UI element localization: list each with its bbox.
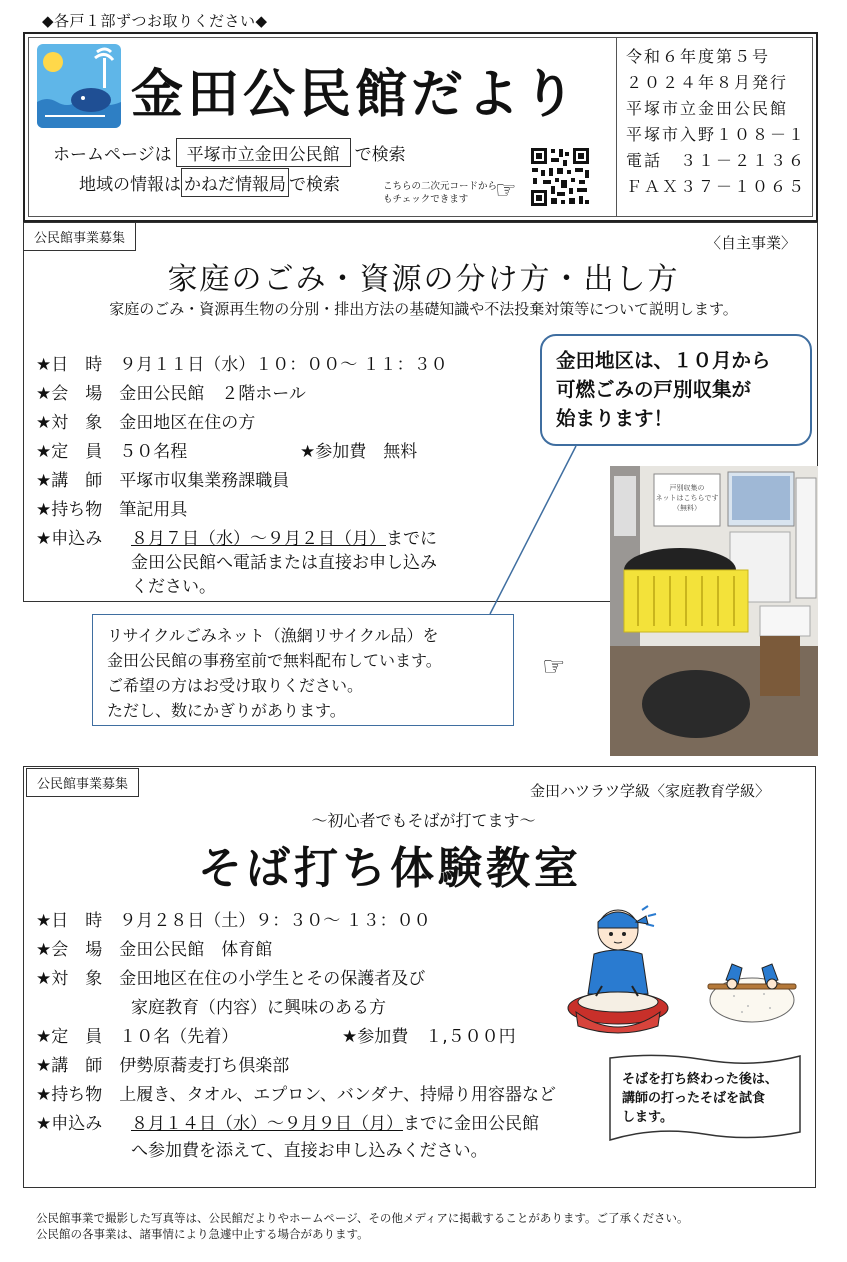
apply-dates: ８月１４日（水）～９月９日（月） <box>131 1114 403 1134</box>
issue-date: ２０２４年８月発行 <box>626 73 789 92</box>
note-line: そばを打ち終わった後は、 <box>622 1072 778 1087</box>
note-line: します。 <box>622 1110 673 1125</box>
pointing-hand-icon: ☞ <box>495 176 517 204</box>
event-apply-line1 <box>131 524 437 549</box>
callout-line: 金田地区は、１０月から <box>556 349 771 372</box>
event-title: 家庭のごみ・資源の分け方・出し方 <box>167 262 680 297</box>
event-target-line2: 家庭教育（内容）に興味のある方 <box>131 998 386 1018</box>
recycle-line: リサイクルごみネット（漁網リサイクル品）を <box>107 626 439 645</box>
event-date: ★日 時 ９月１１日（水）１０：００～ １１：３０ <box>36 355 448 375</box>
event-lecturer: ★講 師 伊勢原蕎麦打ち倶楽部 <box>36 1056 290 1076</box>
publisher-fax: ＦＡＸ３７－１０６５ <box>626 177 807 196</box>
event-apply-line3: ください。 <box>131 577 216 597</box>
section-tag: 公民館事業募集 <box>26 768 139 797</box>
event-tagline: ～初心者でもそばが打てます～ <box>311 811 536 830</box>
callout-line: 可燃ごみの戸別収集が <box>556 378 752 401</box>
issue-number: 令和６年度第５号 <box>626 47 771 66</box>
event-venue: ★会 場 金田公民館 体育館 <box>36 940 273 960</box>
event-target: ★対 象 金田地区在住の小学生とその保護者及び <box>36 969 426 989</box>
logo-icon <box>37 44 121 128</box>
callout-connector <box>480 440 590 620</box>
event-fee: ★参加費 １,５００円 <box>342 1027 516 1047</box>
apply-until: までに <box>386 529 437 549</box>
area-search-term[interactable]: かねだ情報局 <box>181 168 289 197</box>
event-apply-line2: 金田公民館へ電話または直接お申し込み <box>131 553 437 573</box>
soba-kneading-illustration <box>566 904 682 1036</box>
newsletter-title: 金田公民館だより <box>131 64 580 125</box>
event-capacity: ★定 員 ５０名程 <box>36 442 188 462</box>
publisher-phone: 電話 ３１－２１３６ <box>626 151 807 170</box>
area-suffix: で検索 <box>289 175 340 195</box>
event-fee: ★参加費 無料 <box>300 442 418 462</box>
hp-suffix: で検索 <box>354 145 406 165</box>
qr-note: こちらの二次元コードからもチェックできます <box>383 181 498 205</box>
event-lecturer: ★講 師 平塚市収集業務課職員 <box>36 471 290 491</box>
hp-search-term[interactable]: 平塚市立金田公民館 <box>176 138 351 167</box>
recycle-line: 金田公民館の事務室前で無料配布しています。 <box>107 651 442 670</box>
callout-line: 始まります！ <box>556 407 674 430</box>
area-info-search-row <box>79 168 340 197</box>
distribution-notice: ◆各戸１部ずつお取りください◆ <box>42 12 268 30</box>
event-venue: ★会 場 金田公民館 ２階ホール <box>36 384 306 404</box>
photo-sign-line: （無料） <box>673 504 701 512</box>
photo-sign-line: 戸別収集の <box>669 484 705 492</box>
recycle-line: ただし、数にかぎりがあります。 <box>107 701 346 720</box>
apply-dates: ８月７日（水）～９月２日（月） <box>131 529 386 549</box>
event-apply-label: ★申込み <box>36 1114 103 1134</box>
area-prefix: 地域の情報は <box>79 175 181 195</box>
event-target: ★対 象 金田地区在住の方 <box>36 413 256 433</box>
event-category: 金田ハツラツ学級〈家庭教育学級〉 <box>530 782 771 800</box>
event-items: ★持ち物 上履き、タオル、エプロン、バンダナ、持帰り用容器など <box>36 1085 556 1105</box>
newsletter-header <box>23 32 818 222</box>
note-line: 講師の打ったそばを試食 <box>622 1091 766 1106</box>
homepage-search-row <box>53 138 406 167</box>
hp-prefix: ホームページは <box>53 145 172 165</box>
event-apply-label: ★申込み <box>36 529 103 549</box>
footer-line: 公民館事業で撮影した写真等は、公民館だよりやホームページ、その他メディアに掲載することがあります。ご了承ください。 <box>36 1211 689 1225</box>
net-distribution-photo <box>610 466 818 756</box>
soba-rolling-illustration <box>704 954 800 1026</box>
event-title: そば打ち体験教室 <box>198 843 582 894</box>
photo-sign-line: ネットはこちらです <box>655 494 719 502</box>
event-subtitle: 家庭のごみ・資源再生物の分別・排出方法の基礎知識や不法投棄対策等について説明します。 <box>109 300 738 318</box>
qr-code[interactable] <box>529 146 591 208</box>
tasting-note <box>622 1070 778 1127</box>
publisher-address: 平塚市入野１０８－１ <box>626 125 807 144</box>
apply-rest: までに金田公民館 <box>403 1114 539 1134</box>
event-date: ★日 時 ９月２８日（土）９：３０～ １３：００ <box>36 911 431 931</box>
recycle-line: ご希望の方はお受け取りください。 <box>107 676 364 695</box>
issue-info <box>626 44 806 200</box>
event-capacity: ★定 員 １０名（先着） <box>36 1027 239 1047</box>
pointing-hand-icon: ☞ <box>542 652 566 682</box>
header-divider <box>616 38 617 216</box>
section-tag: 公民館事業募集 <box>23 222 136 251</box>
event-apply-line2: へ参加費を添えて、直接お申し込みください。 <box>131 1141 488 1161</box>
event-apply-line1 <box>131 1109 539 1134</box>
collection-callout <box>540 334 812 446</box>
footer-line: 公民館の各事業は、諸事情により急遽中止する場合があります。 <box>36 1227 369 1241</box>
footer-notes <box>36 1210 689 1242</box>
event-items: ★持ち物 筆記用具 <box>36 500 188 520</box>
publisher-name: 平塚市立金田公民館 <box>626 99 789 118</box>
event-category: 〈自主事業〉 <box>706 234 797 252</box>
recycle-net-notice <box>92 614 514 726</box>
